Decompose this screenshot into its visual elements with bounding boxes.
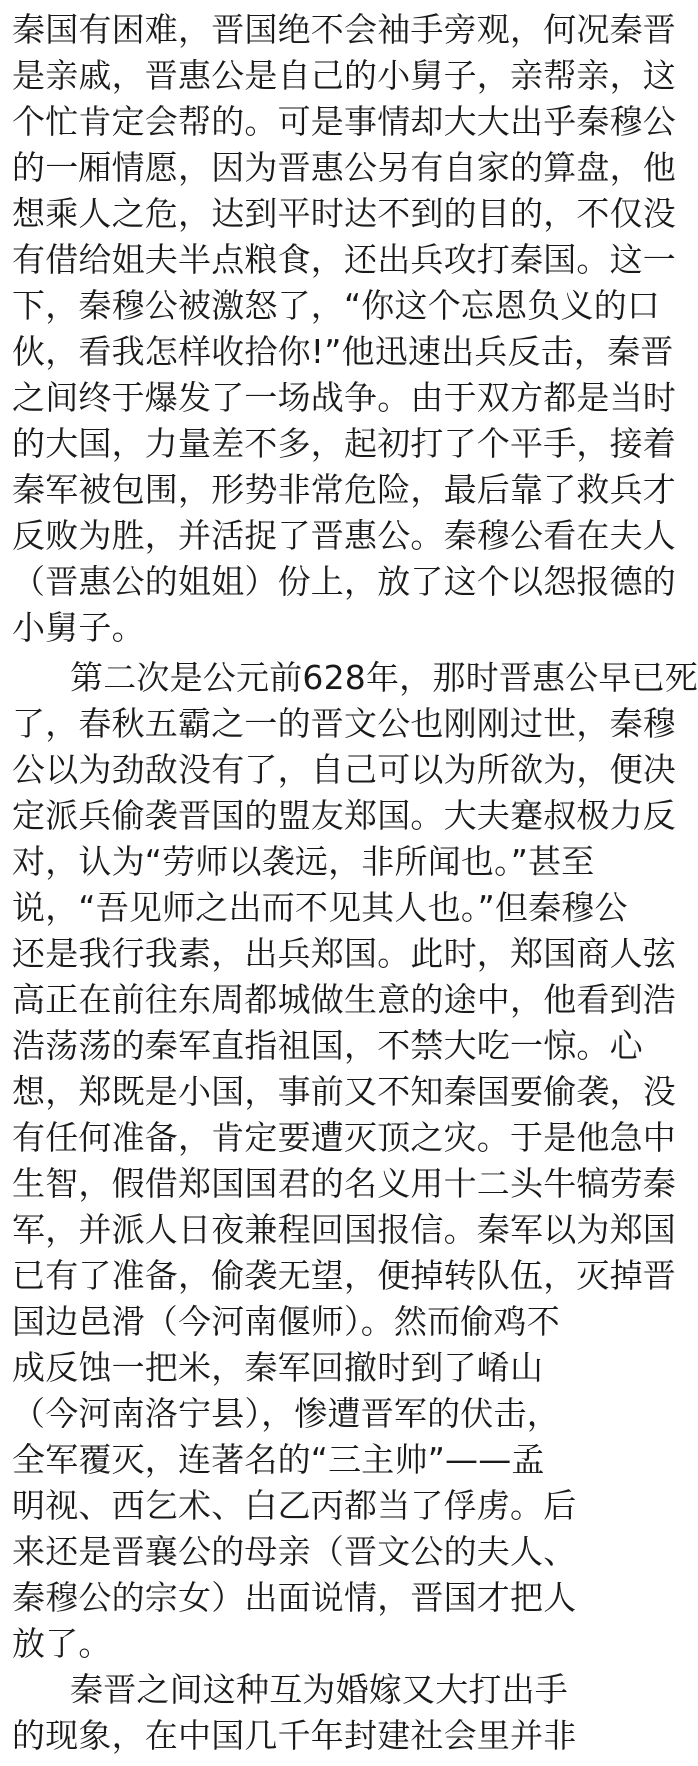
paragraph-start-line: 第二次是公元前628年，那时晋惠公早已死 bbox=[70, 658, 698, 697]
text-line: 浩荡荡的秦军直指祖国，不禁大吃一惊。心 bbox=[12, 1026, 643, 1065]
text-line: 伙，看我怎样收拾你!”他迅速出兵反击，秦晋 bbox=[12, 332, 674, 371]
text-line: 高正在前往东周都城做生意的途中，他看到浩 bbox=[12, 980, 676, 1019]
text-line: 是亲戚，晋惠公是自己的小舅子，亲帮亲，这 bbox=[12, 56, 676, 95]
text-line: 成反蚀一把米，秦军回撤时到了崤山 bbox=[12, 1348, 544, 1387]
text-line: 小舅子。 bbox=[12, 608, 145, 647]
text-line: 想，郑既是小国，事前又不知秦国要偷袭，没 bbox=[12, 1072, 676, 1111]
text-line: 之间终于爆发了一场战争。由于双方都是当时 bbox=[12, 378, 676, 417]
text-line: 明视、西乞术、白乙丙都当了俘虏。后 bbox=[12, 1486, 577, 1525]
text-line: 公以为劲敌没有了，自己可以为所欲为，便决 bbox=[12, 750, 676, 789]
text-line: 的现象，在中国几千年封建社会里并非 bbox=[12, 1716, 577, 1755]
text-line: （今河南洛宁县），惨遭晋军的伏击， bbox=[12, 1394, 560, 1433]
text-line: 了，春秋五霸之一的晋文公也刚刚过世，秦穆 bbox=[12, 704, 676, 743]
text-line: 秦穆公的宗女）出面说情，晋国才把人 bbox=[12, 1578, 577, 1617]
text-line: 下，秦穆公被激怒了，“你这个忘恩负义的口 bbox=[12, 286, 661, 325]
text-line: 全军覆灭，连著名的“三主帅”——孟 bbox=[12, 1440, 545, 1479]
text-line: 放了。 bbox=[12, 1624, 112, 1663]
text-line: 有借给姐夫半点粮食，还出兵攻打秦国。这一 bbox=[12, 240, 676, 279]
text-line: 说，“吾见师之出而不见其人也。”但秦穆公 bbox=[12, 888, 628, 927]
text-line: 的大国，力量差不多，起初打了个平手，接着 bbox=[12, 424, 676, 463]
text-line: 还是我行我素，出兵郑国。此时，郑国商人弦 bbox=[12, 934, 676, 973]
text-line: 国边邑滑（今河南偃师）。然而偷鸡不 bbox=[12, 1302, 560, 1341]
text-line: 有任何准备，肯定要遭灭顶之灾。于是他急中 bbox=[12, 1118, 676, 1157]
text-line: 反败为胜，并活捉了晋惠公。秦穆公看在夫人 bbox=[12, 516, 676, 555]
text-line: 来还是晋襄公的母亲（晋文公的夫人、 bbox=[12, 1532, 577, 1571]
text-line: 已有了准备，偷袭无望，便掉转队伍，灭掉晋 bbox=[12, 1256, 676, 1295]
text-line: 想乘人之危，达到平时达不到的目的，不仅没 bbox=[12, 194, 676, 233]
text-line: 定派兵偷袭晋国的盟友郑国。大夫蹇叔极力反 bbox=[12, 796, 676, 835]
text-line: 军，并派人日夜兼程回国报信。秦军以为郑国 bbox=[12, 1210, 676, 1249]
text-line: 个忙肯定会帮的。可是事情却大大出乎秦穆公 bbox=[12, 102, 676, 141]
text-line: 生智，假借郑国国君的名义用十二头牛犒劳秦 bbox=[12, 1164, 676, 1203]
paragraph-start-line: 秦晋之间这种互为婚嫁又大打出手 bbox=[70, 1670, 568, 1709]
text-line: 对，认为“劳师以袭远，非所闻也。”甚至 bbox=[12, 842, 595, 881]
text-line: 的一厢情愿，因为晋惠公另有自家的算盘，他 bbox=[12, 148, 676, 187]
text-line: 秦国有困难，晋国绝不会袖手旁观，何况秦晋 bbox=[12, 10, 676, 49]
text-line: （晋惠公的姐姐）份上，放了这个以怨报德的 bbox=[12, 562, 676, 601]
text-line: 秦军被包围，形势非常危险，最后靠了救兵才 bbox=[12, 470, 676, 509]
